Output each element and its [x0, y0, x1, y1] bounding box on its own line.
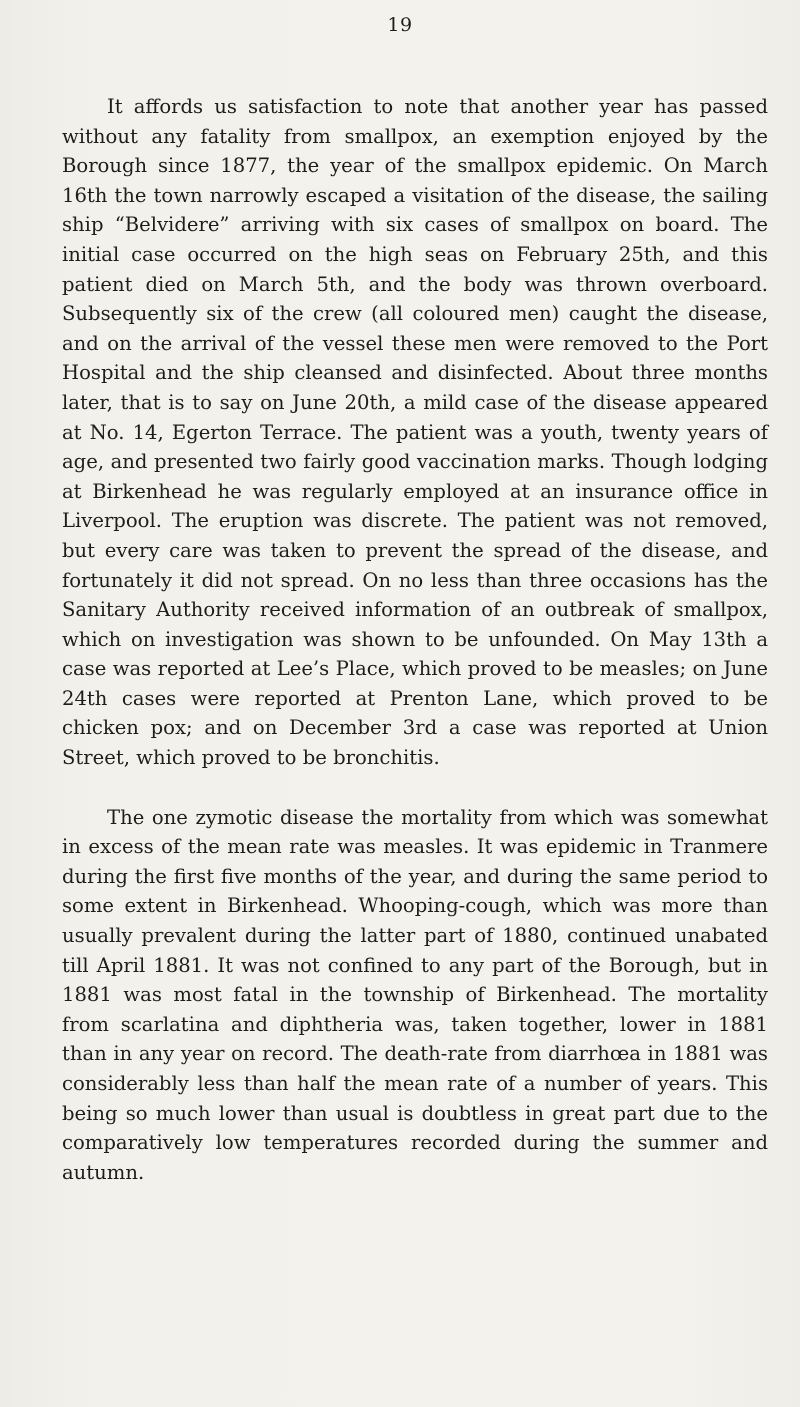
paragraph-zymotic-diseases: The one zymotic disease the mortality from which was somewhat in excess of the mean rate was measles. It was epidemic in Tranmere during the first five months of the year, and during the same period to some extent in Birkenhead. Whooping-cough, which was more than usually prevalent during the latter part of 1880, continued unabated till April 1881. It was not confined to any part of the Borough, but in 1881 was most fatal in the township of Birkenhead. The mortality from scarlatina and diphtheria was, taken together, lower in 1881 than in any year on record. The death-rate from diarrhœa in 1881 was considerably less than half the mean rate of a number of years. This being so much lower than usual is doubtless in great part due to the comparatively low temperatures recorded during the summer and autumn.: [62, 805, 768, 1184]
page-number: 19: [387, 14, 413, 36]
body-text: [62, 92, 768, 1187]
paragraph-smallpox: It affords us satisfaction to note that another year has passed without any fatality from smallpox, an exemption enjoyed by the Borough since 1877, the year of the smallpox epidemic. On March 16th the town narrowly escaped a visitation of the disease, the sailing ship “Belvidere” arriving with six cases of smallpox on board. The initial case occurred on the high seas on February 25th, and this patient died on March 5th, and the body was thrown overboard. Subsequently six of the crew (all coloured men) caught the disease, and on the arrival of the vessel these men were removed to the Port Hospital and the ship cleansed and disinfected. About three months later, that is to say on June 20th, a mild case of the disease appeared at No. 14, Egerton Terrace. The patient was a youth, twenty years of age, and presented two fairly good vaccination marks. Though lodging at Birkenhead he was regularly employed at an insurance office in Liverpool. The eruption was discrete. The patient was not removed, but every care was taken to prevent the spread of the disease, and fortunately it did not spread. On no less than three occasions has the Sanitary Authority received information of an outbreak of smallpox, which on investigation was shown to be unfounded. On May 13th a case was reported at Lee’s Place, which proved to be measles; on June 24th cases were reported at Prenton Lane, which proved to be chicken pox; and on December 3rd a case was reported at Union Street, which proved to be bronchitis.: [62, 95, 768, 770]
